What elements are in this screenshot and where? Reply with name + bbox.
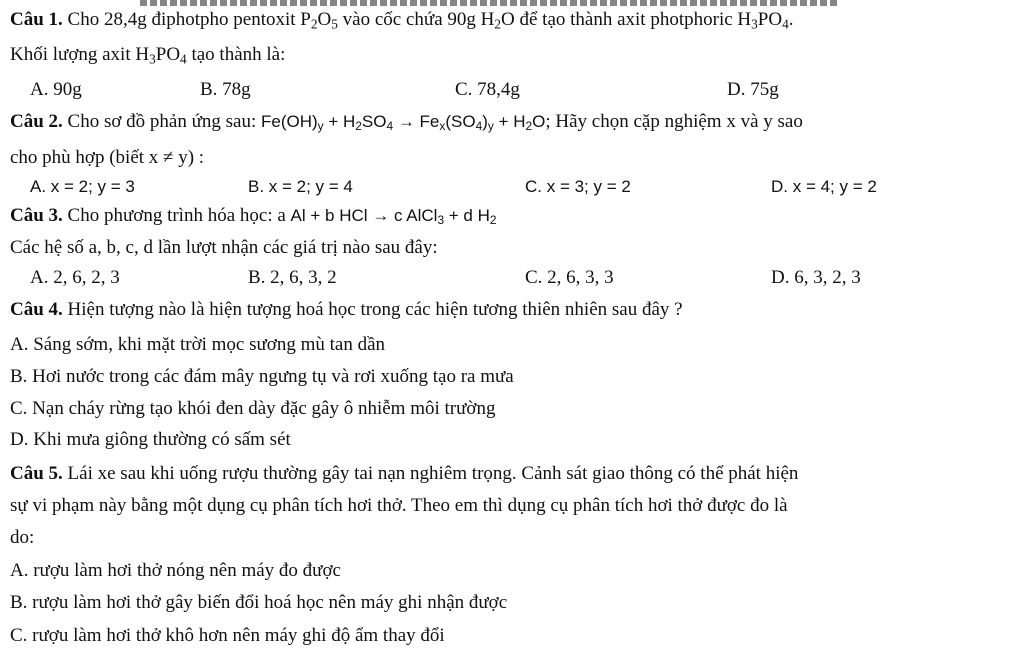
question-1-line-2: Khối lượng axit $H_3PO_4$ tạo thành là:: [10, 44, 286, 67]
answer-option: C. Nạn cháy rừng tạo khói đen dày đặc gây ô nhiễm môi trường: [10, 398, 496, 419]
answer-option: A. 90g: [30, 79, 82, 100]
answer-option: B. x = 2; y = 4: [248, 177, 353, 196]
answer-option: D. 6, 3, 2, 3: [771, 267, 861, 288]
answer-option: B. 2, 6, 3, 2: [248, 267, 337, 288]
answer-option: C. rượu làm hơi thở khô hơn nên máy ghi độ ẩm thay đổi: [10, 625, 445, 646]
question-1-line-1: Câu 1. Cho 28,4g điphotpho pentoxit $P_2O_5$ vào cốc chứa 90g $H_2O$ để tạo thành axit photphoric $H_3PO_4$.: [10, 9, 794, 32]
answer-option: B. rượu làm hơi thở gây biến đổi hoá học nên máy ghi nhận được: [10, 592, 508, 613]
question-2-line-1: Câu 2. Cho sơ đồ phản ứng sau: $Fe(OH)_y + H_2SO_4 \to Fe_x(SO_4)_y + H_2O$; Hãy chọn cặp nghiệm x và y sao: [10, 111, 803, 133]
question-5-number: Câu 5.: [10, 463, 63, 484]
answer-option: B. 78g: [200, 79, 251, 100]
question-2-number: Câu 2.: [10, 111, 63, 132]
question-3-line-2: Các hệ số a, b, c, d lần lượt nhận các giá trị nào sau đây:: [10, 237, 438, 258]
question-4-number: Câu 4.: [10, 299, 63, 320]
answer-option: C. 78,4g: [455, 79, 520, 100]
question-1-number: Câu 1.: [10, 9, 63, 30]
question-3-number: Câu 3.: [10, 205, 63, 226]
answer-option: A. rượu làm hơi thở nóng nên máy đo được: [10, 560, 341, 581]
answer-option: B. Hơi nước trong các đám mây ngưng tụ và rơi xuống tạo ra mưa: [10, 366, 514, 387]
answer-option: A. x = 2; y = 3: [30, 177, 135, 196]
question-3-line-1: Câu 3. Cho phương trình hóa học: a Al + b HCl → c AlCl$_3$ + d $H_2$: [10, 205, 497, 227]
answer-option: A. 2, 6, 2, 3: [30, 267, 120, 288]
answer-option: D. 75g: [727, 79, 779, 100]
answer-option: C. 2, 6, 3, 3: [525, 267, 614, 288]
answer-option: A. Sáng sớm, khi mặt trời mọc sương mù tan dần: [10, 334, 386, 355]
question-5-line-2: sự vi phạm này bằng một dụng cụ phân tích hơi thở. Theo em thì dụng cụ phân tích hơi thở được đo là: [10, 495, 788, 516]
answer-option: C. x = 3; y = 2: [525, 177, 631, 196]
reaction-equation: Al + b HCl → c AlCl$_3$ + d $H_2$: [290, 206, 497, 227]
question-2-line-2: cho phù hợp (biết x ≠ y) :: [10, 147, 205, 168]
answer-option: D. Khi mưa giông thường có sấm sét: [10, 429, 291, 450]
reaction-equation: $Fe(OH)_y + H_2SO_4 \to Fe_x(SO_4)_y + H_2O$: [261, 112, 546, 133]
cropped-text-top: [140, 0, 840, 6]
question-4-line-1: Câu 4. Hiện tượng nào là hiện tượng hoá học trong các hiện tương thiên nhiên sau đây ?: [10, 299, 683, 320]
answer-option: D. x = 4; y = 2: [771, 177, 877, 196]
question-5-line-3: do:: [10, 527, 35, 548]
question-5-line-1: Câu 5. Lái xe sau khi uống rượu thường gây tai nạn nghiêm trọng. Cảnh sát giao thông có thể phát hiện: [10, 463, 799, 484]
